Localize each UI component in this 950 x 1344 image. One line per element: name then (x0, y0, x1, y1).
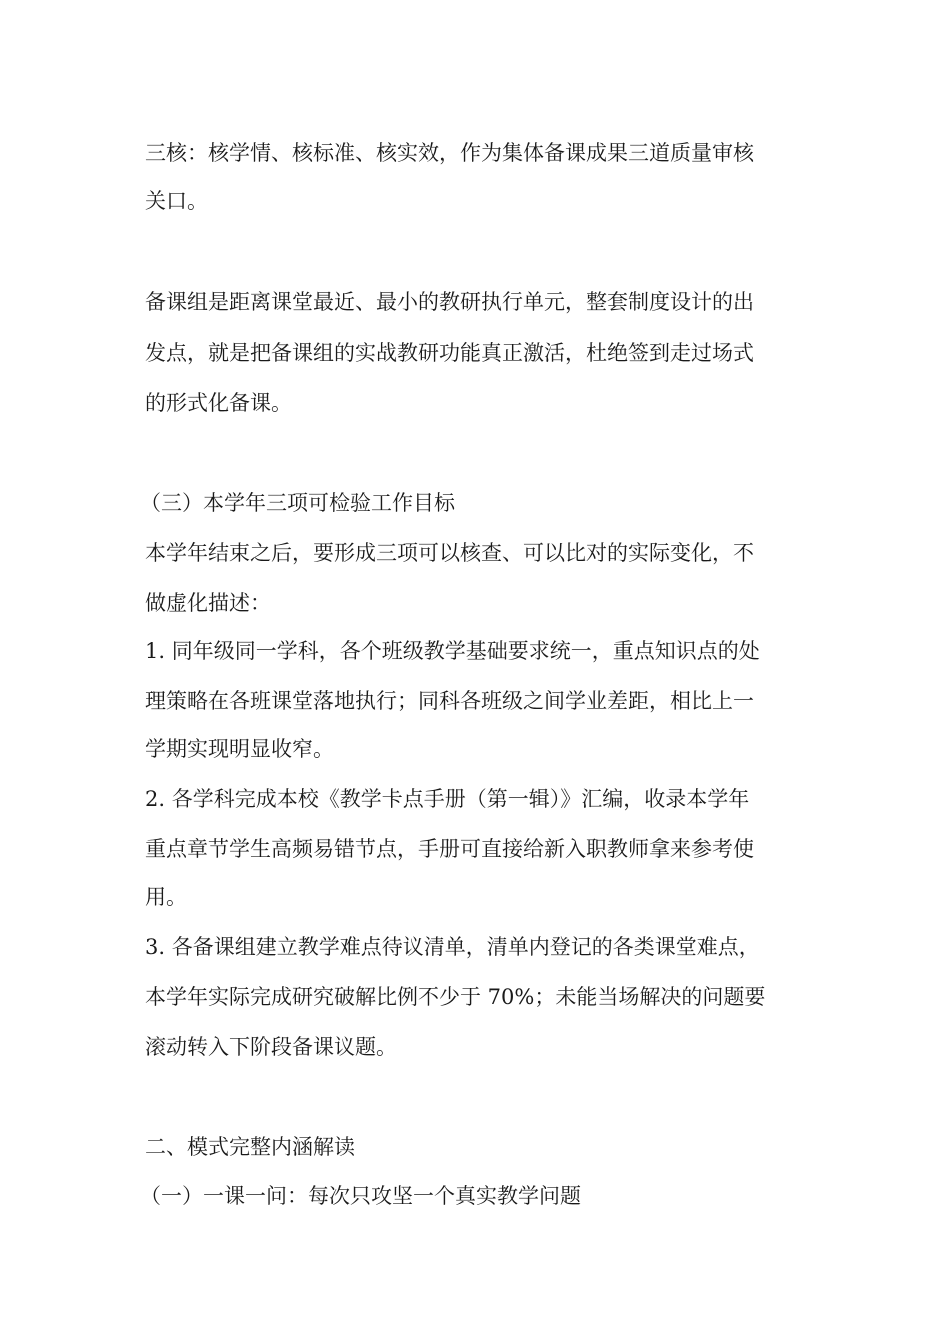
list-item-line: 滚动转入下阶段备课议题。 (145, 1035, 397, 1059)
paragraph-line: 发点，就是把备课组的实战教研功能真正激活，杜绝签到走过场式 (145, 341, 754, 365)
list-item-line: 理策略在各班课堂落地执行；同科各班级之间学业差距，相比上一 (145, 689, 754, 713)
paragraph-line: 做虚化描述： (145, 591, 271, 615)
section-heading: （三）本学年三项可检验工作目标 (140, 491, 455, 515)
paragraph-line: 本学年结束之后，要形成三项可以核查、可以比对的实际变化，不 (145, 541, 754, 565)
section-heading: 二、模式完整内涵解读 (145, 1135, 355, 1159)
list-item-line: 3. 各备课组建立教学难点待议清单，清单内登记的各类课堂难点， (145, 935, 760, 959)
list-item-line: 1. 同年级同一学科，各个班级教学基础要求统一，重点知识点的处 (145, 639, 760, 663)
list-item-line: 学期实现明显收窄。 (145, 737, 334, 761)
list-item-line: 2. 各学科完成本校《教学卡点手册（第一辑）》汇编，收录本学年 (145, 787, 750, 811)
subsection-heading: （一）一课一问：每次只攻坚一个真实教学问题 (140, 1184, 581, 1208)
paragraph-line: 三核：核学情、核标准、核实效，作为集体备课成果三道质量审核 (145, 141, 754, 165)
paragraph-line: 备课组是距离课堂最近、最小的教研执行单元，整套制度设计的出 (145, 290, 754, 314)
paragraph-line: 的形式化备课。 (145, 391, 292, 415)
list-item-line: 本学年实际完成研究破解比例不少于 70%；未能当场解决的问题要 (145, 985, 766, 1009)
list-item-line: 用。 (145, 885, 187, 909)
list-item-line: 重点章节学生高频易错节点，手册可直接给新入职教师拿来参考使 (145, 837, 754, 861)
paragraph-line: 关口。 (145, 189, 208, 213)
